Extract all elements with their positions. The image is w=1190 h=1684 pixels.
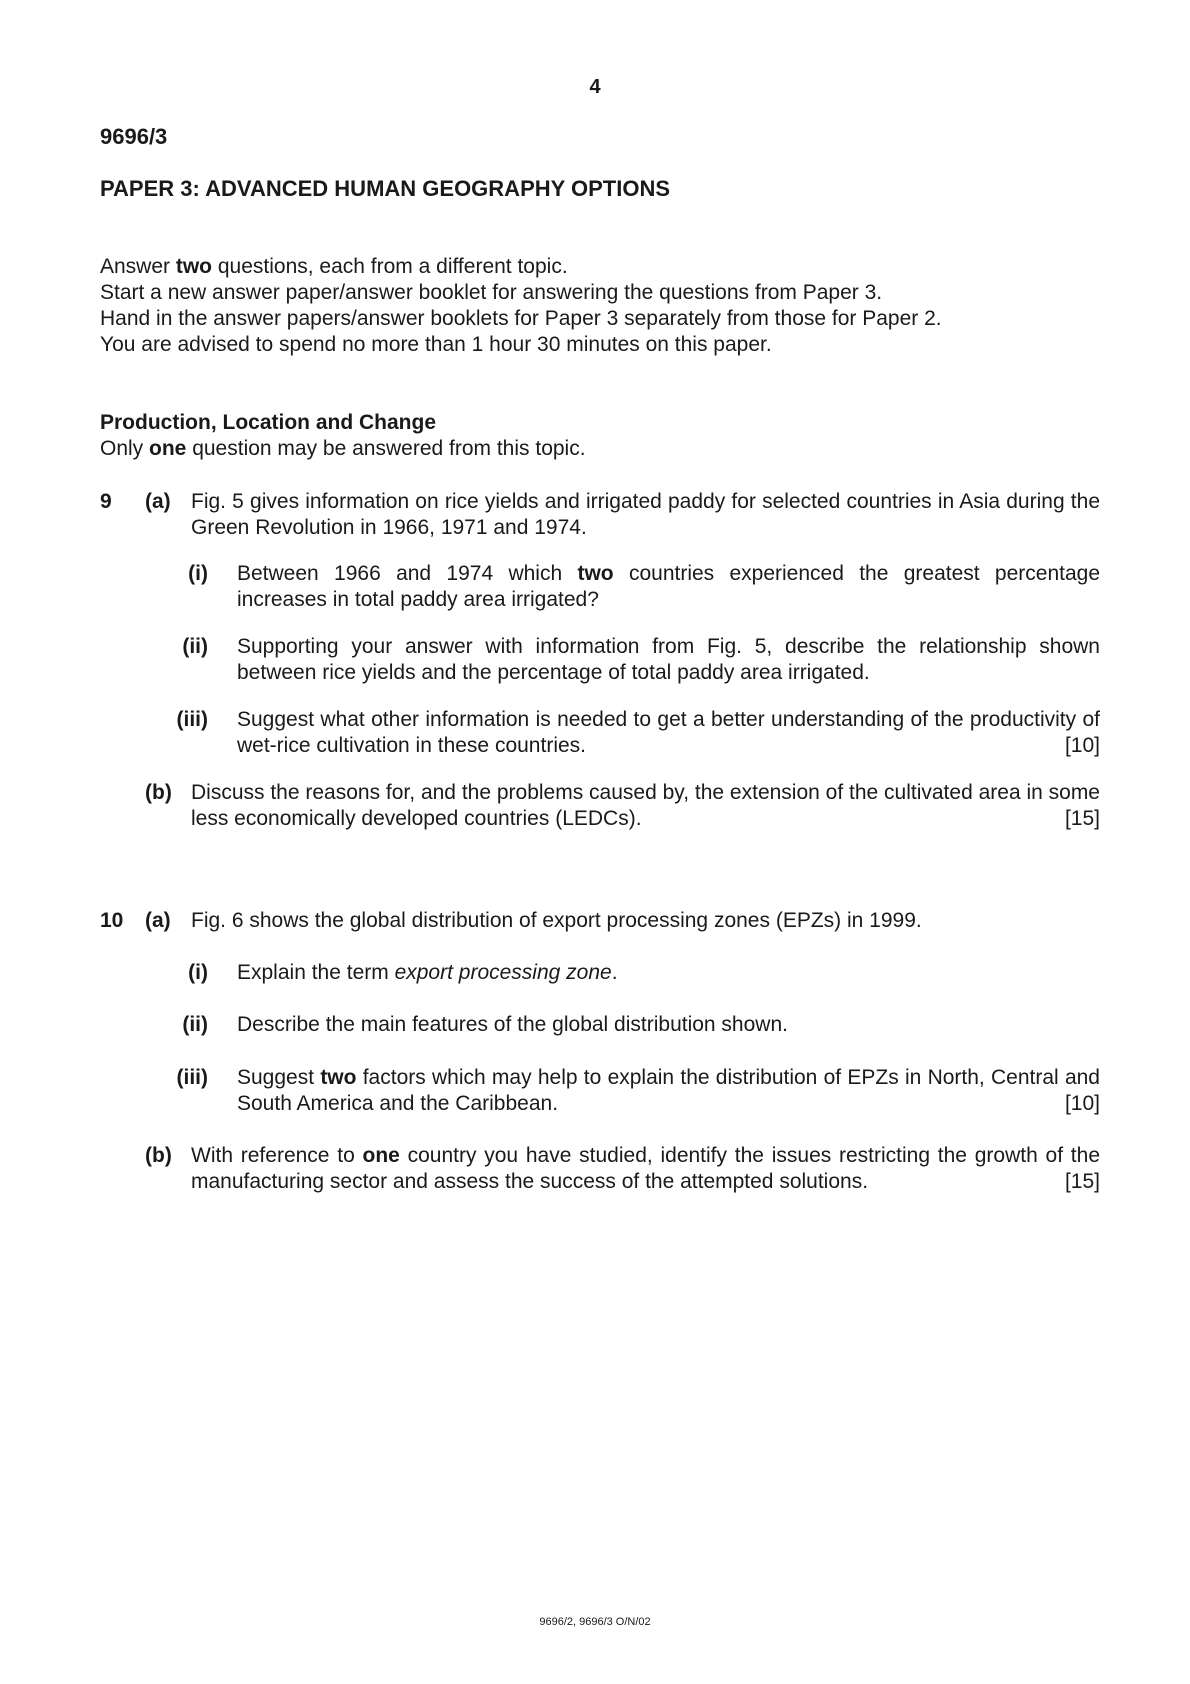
instruction-line-3: Hand in the answer papers/answer booklets for Paper 3 separately from those for Paper 2. (100, 307, 942, 330)
topic-note: Only one question may be answered from this topic. (100, 437, 586, 460)
part-label: (b) (145, 1144, 172, 1167)
subpart-text: Suggest what other information is needed to get a better understanding of the productivity of wet-rice cultivation in these countries. [10] (237, 708, 1100, 757)
question-number: 9 (100, 490, 112, 513)
instruction-line-1: Answer two questions, each from a different topic. (100, 255, 568, 278)
subpart-text: Describe the main features of the global distribution shown. (237, 1013, 788, 1036)
subpart-label: (i) (188, 961, 208, 984)
page-number: 4 (589, 76, 601, 98)
part-text: Fig. 5 gives information on rice yields and irrigated paddy for selected countries in Asia during the Green Revolution in 1966, 1971 and 1974. (191, 490, 1100, 539)
subpart-label: (iii) (176, 708, 208, 731)
subpart-text: Between 1966 and 1974 which two countries experienced the greatest percentage increases in total paddy area irrigated? (237, 562, 1101, 611)
instruction-line-4: You are advised to spend no more than 1 hour 30 minutes on this paper. (100, 333, 772, 356)
paper-code: 9696/3 (100, 124, 168, 149)
paper-title: PAPER 3: ADVANCED HUMAN GEOGRAPHY OPTIONS (100, 176, 671, 201)
part-label: (b) (145, 781, 172, 804)
subpart-text: Supporting your answer with information from Fig. 5, describe the relationship shown between rice yields and the percentage of total paddy area irrigated. (237, 635, 1100, 684)
topic-title: Production, Location and Change (100, 411, 436, 434)
topic-section (100, 410, 1100, 462)
part-label: (a) (145, 490, 171, 513)
question-number: 10 (100, 909, 124, 932)
subpart-label: (ii) (182, 1013, 208, 1036)
mark-allocation: [15] (1064, 1170, 1100, 1193)
subpart-label: (iii) (176, 1066, 208, 1089)
part-text: Fig. 6 shows the global distribution of export processing zones (EPZs) in 1999. (191, 909, 922, 932)
mark-allocation: [10] (1064, 734, 1100, 757)
subpart-text: Suggest two factors which may help to explain the distribution of EPZs in North, Central and South America and the Caribbean. [10] (237, 1066, 1100, 1115)
part-text: With reference to one country you have studied, identify the issues restricting the growth of the manufacturing sector and assess the success of the attempted solutions. [15] (191, 1144, 1100, 1193)
mark-allocation: [15] (1064, 807, 1100, 830)
subpart-label: (i) (188, 562, 208, 585)
footer: 9696/2, 9696/3 O/N/02 (539, 1616, 651, 1628)
instructions (100, 254, 1100, 358)
subpart-text: Explain the term export processing zone. (237, 961, 618, 984)
subpart-label: (ii) (182, 635, 208, 658)
part-text: Discuss the reasons for, and the problems caused by, the extension of the cultivated area in some less economically developed countries (LEDCs). [15] (191, 781, 1100, 830)
instruction-line-2: Start a new answer paper/answer booklet for answering the questions from Paper 3. (100, 281, 883, 304)
part-label: (a) (145, 909, 171, 932)
mark-allocation: [10] (1064, 1092, 1100, 1115)
